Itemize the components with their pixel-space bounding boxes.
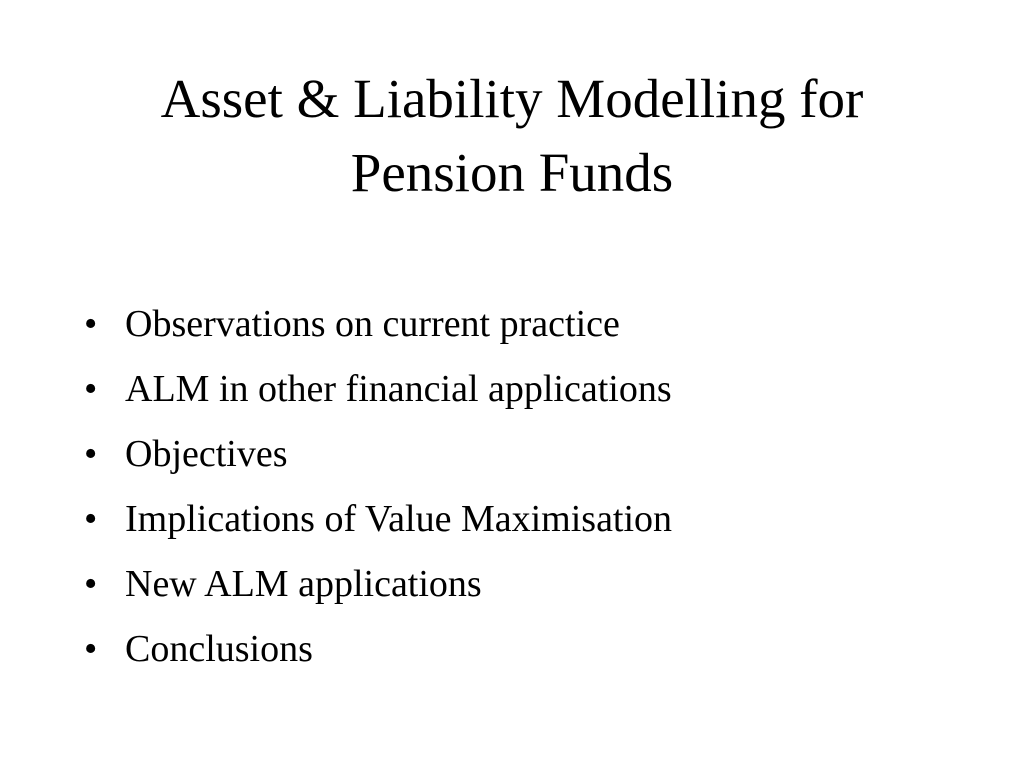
bullet-icon: • xyxy=(84,303,98,345)
bullet-icon: • xyxy=(84,628,98,670)
bullet-text: Objectives xyxy=(125,433,288,475)
bullet-text: New ALM applications xyxy=(125,563,482,605)
bullet-text: Implications of Value Maximisation xyxy=(125,498,673,540)
bullet-text: ALM in other financial applications xyxy=(125,368,672,410)
bullet-item-objectives xyxy=(84,422,672,487)
bullet-item-implications xyxy=(84,487,672,552)
bullet-item-conclusions xyxy=(84,617,672,682)
slide-title-line-1: Asset & Liability Modelling for xyxy=(160,68,864,129)
bullet-item-observations xyxy=(84,292,672,357)
bullet-icon: • xyxy=(84,563,98,605)
slide-title-line-2: Pension Funds xyxy=(350,142,674,203)
bullet-icon: • xyxy=(84,368,98,410)
bullet-text: Observations on current practice xyxy=(125,303,620,345)
bullet-list xyxy=(84,292,672,682)
bullet-icon: • xyxy=(84,498,98,540)
slide-title xyxy=(0,62,1024,210)
bullet-text: Conclusions xyxy=(125,628,313,670)
bullet-item-alm-other xyxy=(84,357,672,422)
bullet-item-new-alm xyxy=(84,552,672,617)
bullet-icon: • xyxy=(84,433,98,475)
